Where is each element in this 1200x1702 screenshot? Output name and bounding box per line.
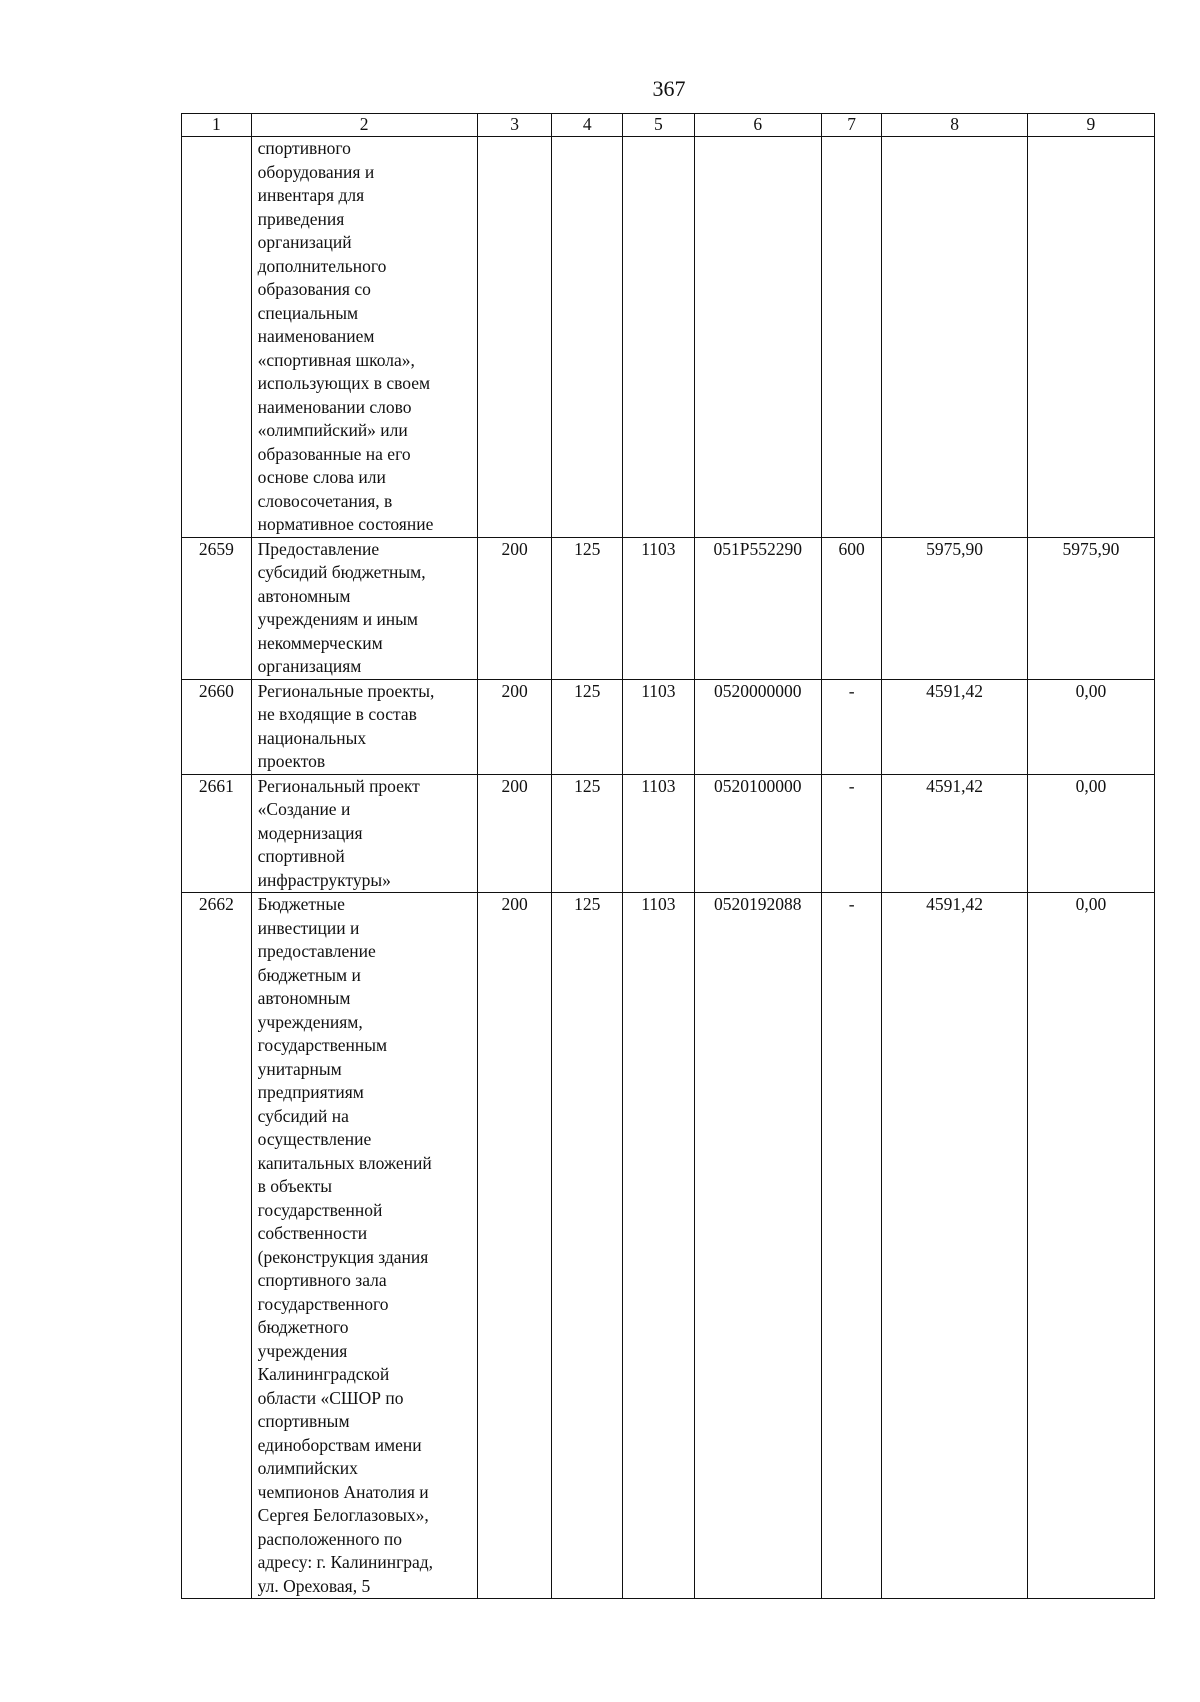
cell-col-5: 1103	[623, 537, 695, 679]
row-name	[251, 893, 477, 1599]
row-name	[251, 537, 477, 679]
header-col-6: 6	[694, 114, 821, 137]
cell-col-3: 200	[477, 679, 552, 774]
header-col-3: 3	[477, 114, 552, 137]
cell-col-4: 125	[552, 774, 623, 893]
row-name-text: Предоставление субсидий бюджетным, автономным учреждениям и иным некоммерческим организациям	[257, 538, 426, 676]
cell-col-7: -	[821, 893, 882, 1599]
budget-table	[181, 113, 1155, 1599]
cell-col-6: 0520100000	[694, 774, 821, 893]
cell-col-5: 1103	[623, 893, 695, 1599]
header-col-7: 7	[821, 114, 882, 137]
table-row	[182, 679, 1155, 774]
table-row	[182, 774, 1155, 893]
cell-col-4: 125	[552, 537, 623, 679]
table-row	[182, 537, 1155, 679]
row-number: 2660	[182, 679, 252, 774]
row-name	[251, 137, 477, 538]
cell-col-6: 051P552290	[694, 537, 821, 679]
cell-col-5	[623, 137, 695, 538]
cell-col-6: 0520192088	[694, 893, 821, 1599]
cell-col-3: 200	[477, 537, 552, 679]
cell-col-9: 5975,90	[1027, 537, 1154, 679]
row-name	[251, 679, 477, 774]
cell-col-8: 4591,42	[882, 893, 1027, 1599]
header-col-5: 5	[623, 114, 695, 137]
cell-col-8: 5975,90	[882, 537, 1027, 679]
row-name-text: Региональные проекты, не входящие в состав национальных проектов	[257, 680, 435, 771]
table-row	[182, 137, 1155, 538]
header-col-2: 2	[251, 114, 477, 137]
cell-col-6: 0520000000	[694, 679, 821, 774]
cell-col-9: 0,00	[1027, 679, 1154, 774]
cell-col-7: -	[821, 679, 882, 774]
cell-col-3	[477, 137, 552, 538]
cell-col-9: 0,00	[1027, 893, 1154, 1599]
cell-col-7: -	[821, 774, 882, 893]
cell-col-9: 0,00	[1027, 774, 1154, 893]
page-number: 367	[652, 76, 686, 101]
cell-col-8	[882, 137, 1027, 538]
cell-col-4: 125	[552, 893, 623, 1599]
cell-col-3: 200	[477, 893, 552, 1599]
cell-col-5: 1103	[623, 774, 695, 893]
header-col-4: 4	[552, 114, 623, 137]
row-number: 2659	[182, 537, 252, 679]
cell-col-4	[552, 137, 623, 538]
header-col-9: 9	[1027, 114, 1154, 137]
row-name-text: спортивного оборудования и инвентаря для приведения организаций дополнительного образования со специальным наименованием «спортивная школа», использующих в своем наименовании слово «олимпийский» или образованные на его основе слова или словосочетания, в нормативное состояние	[257, 138, 434, 534]
cell-col-8: 4591,42	[882, 679, 1027, 774]
header-col-8: 8	[882, 114, 1027, 137]
header-row	[182, 114, 1155, 137]
row-name	[251, 774, 477, 893]
row-number	[182, 137, 252, 538]
header-col-1: 1	[182, 114, 252, 137]
cell-col-6	[694, 137, 821, 538]
row-name-text: Региональный проект «Создание и модернизация спортивной инфраструктуры»	[257, 775, 420, 890]
cell-col-3: 200	[477, 774, 552, 893]
row-name-text: Бюджетные инвестиции и предоставление бюджетным и автономным учреждениям, государственным унитарным предприятиям субсидий на осуществление капитальных вложений в объекты государственной собственности (реконструкция здания спортивного зала государственного бюджетного учреждения Калининградской области «СШОР по спортивным единоборствам имени олимпийских чемпионов Анатолия и Сергея Белоглазовых», расположенного по адресу: г. Калининград, ул. Ореховая, 5	[257, 894, 434, 1596]
cell-col-7	[821, 137, 882, 538]
cell-col-7: 600	[821, 537, 882, 679]
cell-col-8: 4591,42	[882, 774, 1027, 893]
table-row	[182, 893, 1155, 1599]
cell-col-5: 1103	[623, 679, 695, 774]
cell-col-4: 125	[552, 679, 623, 774]
cell-col-9	[1027, 137, 1154, 538]
row-number: 2662	[182, 893, 252, 1599]
row-number: 2661	[182, 774, 252, 893]
